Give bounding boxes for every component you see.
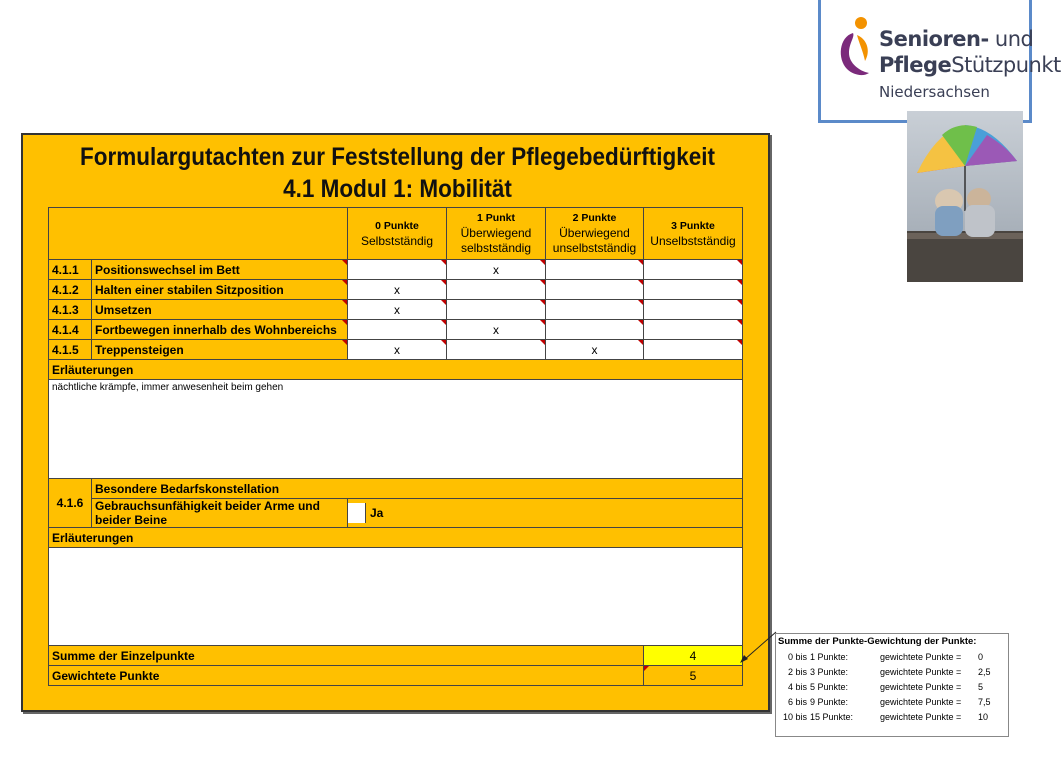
form-title: Formulargutachten zur Feststellung der Pflegebedürftigkeit — [79, 143, 716, 171]
logo-mark-icon — [835, 15, 875, 83]
special-label: Gebrauchsunfähigkeit beider Arme und beider Beine — [92, 499, 348, 528]
weighted-label: Gewichtete Punkte — [49, 666, 644, 686]
notes2-field[interactable] — [49, 548, 743, 646]
sum-label: Summe der Einzelpunkte — [49, 646, 644, 666]
sum-value: 4 — [644, 646, 743, 666]
column-header-2: 2 Punkte Überwiegend unselbstständig — [546, 208, 644, 260]
mark-cell[interactable] — [644, 300, 743, 320]
umbrella-couple-photo — [907, 111, 1023, 282]
mark-cell[interactable] — [644, 320, 743, 340]
header-row — [49, 208, 743, 260]
sum-row — [49, 646, 743, 666]
notes-header-row — [49, 360, 743, 380]
item-number: 4.1.2 — [49, 280, 92, 300]
table-row — [49, 280, 743, 300]
mark-cell[interactable]: x — [546, 340, 644, 360]
legend-row: 10 bis 15 Punkte: gewichtete Punkte = 10 — [782, 711, 989, 722]
mark-cell[interactable] — [644, 280, 743, 300]
item-number: 4.1.4 — [49, 320, 92, 340]
table-row — [49, 340, 743, 360]
column-header-0: 0 Punkte Selbstständig — [348, 208, 447, 260]
item-label: Positionswechsel im Bett — [92, 260, 348, 280]
item-number: 4.1.5 — [49, 340, 92, 360]
special-checkbox[interactable] — [348, 503, 366, 523]
item-number: 4.1.3 — [49, 300, 92, 320]
mark-cell[interactable] — [644, 340, 743, 360]
legend-title: Summe der Punkte-Gewichtung der Punkte: — [778, 636, 977, 647]
legend-row: 0 bis 1 Punkte: gewichtete Punkte = 0 — [787, 651, 984, 662]
mark-cell[interactable]: x — [348, 340, 447, 360]
weighted-value: 5 — [644, 666, 743, 686]
module-title: 4.1 Modul 1: Mobilität — [283, 175, 512, 203]
notes-field[interactable]: nächtliche krämpfe, immer anwesenheit beim gehen — [49, 380, 743, 479]
table-row — [49, 300, 743, 320]
notes2-row — [49, 548, 743, 646]
table-row — [49, 320, 743, 340]
legend-table — [778, 649, 991, 724]
weighting-legend — [775, 633, 1009, 737]
mark-cell[interactable] — [447, 300, 546, 320]
header-blank — [49, 208, 348, 260]
special-value-cell — [348, 499, 743, 528]
mark-cell[interactable] — [546, 320, 644, 340]
mark-cell[interactable] — [546, 300, 644, 320]
mark-cell[interactable] — [447, 280, 546, 300]
mark-cell[interactable]: x — [348, 300, 447, 320]
item-label: Treppensteigen — [92, 340, 348, 360]
logo-text-line3: Niedersachsen — [879, 83, 990, 101]
special-value: Ja — [370, 506, 384, 520]
column-header-1: 1 Punkt Überwiegend selbstständig — [447, 208, 546, 260]
column-header-3: 3 Punkte Unselbstständig — [644, 208, 743, 260]
mark-cell[interactable] — [348, 320, 447, 340]
mark-cell[interactable] — [546, 280, 644, 300]
notes-label: Erläuterungen — [49, 360, 743, 380]
special-heading: Besondere Bedarfskonstellation — [92, 479, 743, 499]
mark-cell[interactable] — [546, 260, 644, 280]
table-row — [49, 260, 743, 280]
special-row — [49, 499, 743, 528]
arrow-icon — [738, 628, 778, 664]
notes-row — [49, 380, 743, 479]
legend-row: 4 bis 5 Punkte: gewichtete Punkte = 5 — [787, 681, 984, 692]
notes2-label: Erläuterungen — [49, 528, 743, 548]
legend-row: 2 bis 3 Punkte: gewichtete Punkte = 2,5 — [787, 666, 991, 677]
mark-cell[interactable] — [447, 340, 546, 360]
mark-cell[interactable] — [348, 260, 447, 280]
logo — [818, 0, 1061, 123]
logo-text-line2: PflegeStützpunkt — [879, 53, 1061, 77]
mark-cell[interactable]: x — [447, 320, 546, 340]
form-panel — [21, 133, 770, 712]
mark-cell[interactable]: x — [447, 260, 546, 280]
weighted-row — [49, 666, 743, 686]
legend-row: 6 bis 9 Punkte: gewichtete Punkte = 7,5 — [787, 696, 991, 707]
item-label: Fortbewegen innerhalb des Wohnbereichs — [92, 320, 348, 340]
item-number: 4.1.1 — [49, 260, 92, 280]
mark-cell[interactable] — [644, 260, 743, 280]
item-label: Halten einer stabilen Sitzposition — [92, 280, 348, 300]
special-number: 4.1.6 — [49, 479, 92, 528]
notes2-header-row — [49, 528, 743, 548]
logo-text-line1: Senioren- und — [879, 27, 1034, 51]
item-label: Umsetzen — [92, 300, 348, 320]
mark-cell[interactable]: x — [348, 280, 447, 300]
special-heading-row — [49, 479, 743, 499]
assessment-table — [48, 207, 743, 686]
